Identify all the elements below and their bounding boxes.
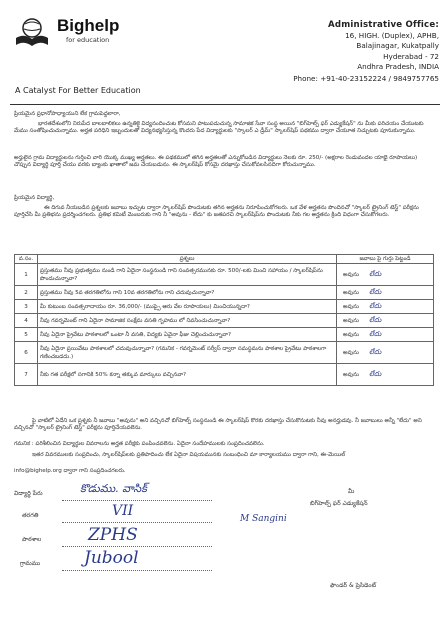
village-label: గ్రామము	[20, 560, 41, 567]
signoff-title: ఫౌండర్ & ప్రెసిడెంట్	[330, 582, 377, 589]
row-answer[interactable]	[337, 286, 434, 300]
row-answer[interactable]	[337, 314, 434, 328]
signoff-org: బిగ్‌హెల్ప్ ఫర్ ఎడ్యుకేషన్	[310, 500, 368, 507]
eligibility-table	[14, 254, 434, 386]
answer-yes: అవును	[343, 317, 359, 324]
table-row	[15, 364, 434, 386]
student-greeting: ప్రియమైన విద్యార్థి,	[14, 195, 55, 201]
table-row	[15, 264, 434, 286]
answer-mark: లేదు	[369, 347, 382, 356]
row-question: నీవు ఏదైనా ప్రైవేటు పాఠశాలలో ఒంటా నీ వసతి, విద్యకు ఏవైనా ఫీజు చెల్లించుచున్నావా?	[38, 328, 337, 342]
row-answer[interactable]	[337, 342, 434, 364]
answer-mark: లేదు	[369, 301, 382, 310]
school-value[interactable]: ZPHS	[88, 525, 138, 545]
student-name-value[interactable]: కొడుము. వాసిక్	[80, 482, 147, 495]
office-line: Hyderabad - 72	[383, 51, 439, 61]
student-name-line	[62, 500, 212, 501]
column-header-answer: జవాబు పై గుర్తు పెట్టండి	[337, 255, 434, 264]
answer-mark: లేదు	[369, 315, 382, 324]
table-row	[15, 286, 434, 300]
footer-paragraph-2: ఇతర వివరములకు సంప్రదించు, స్కాలర్‌షిప్‌లకు ప్రతిపాదించు లేక ఏదైనా విషయమునకు సంబంధించి మా కార్యాలయము ద్వారా గాని, ఈ-మెయిల్	[32, 452, 346, 458]
row-answer[interactable]	[337, 264, 434, 286]
row-answer[interactable]	[337, 364, 434, 386]
row-question: నీవు ఏదైనా ప్రయివేటు పాఠశాలలో చదువుచున్నావా? (గమనిక - గవర్నమెంట్ సర్వీస్ ద్వారా సమస్థమను పాఠశాల ప్రైవేటు పాఠశాలగా గణించబడదు.)	[38, 342, 337, 364]
column-header-question: ప్రశ్నలు	[38, 255, 337, 264]
brand-name: Bighelp	[57, 16, 120, 35]
office-line: 16, HIGH. (Duplex), APHB,	[345, 31, 439, 41]
answer-mark: లేదు	[369, 269, 382, 278]
answer-yes: అవును	[343, 349, 359, 356]
student-name-label: విద్యార్థి పేరు	[14, 490, 43, 497]
row-question: నీకు గత పరీక్షలో సగానికి 50% కన్నా తక్కువ మార్కులు వచ్చినవా?	[38, 364, 337, 386]
answer-mark: లేదు	[369, 287, 382, 296]
answer-yes: అవును	[343, 289, 359, 296]
letter-paragraph-1: భారతదేశంలోని నిరుపేద బాలబాలికలు ఉన్నతికై విద్యనందించుట కోసమని పాటుపడుచున్న సామాజిక సేవా సంస్థ అయిన "బిగ్‌హెల్ప్ ఫర్ ఎడ్యుకేషన్" ను మీకు పరిచయం చేయుటకు మేము సంతోషించుచున్నాము. అర్హత పరిధిని ఇబ్బందులతో విద్యనభ్యసిస్తున్న కొందరు పేద విద్యార్థులకు "స్కాలర్ ఎ డ్రీమ్" స్కాలర్‌షిప్ పథకము ద్వారా చేయూత నిచ్చుటకు పూనుకున్నాము.	[14, 121, 424, 135]
row-answer[interactable]	[337, 328, 434, 342]
village-value[interactable]: Jubool	[84, 548, 139, 568]
row-number: 1	[15, 264, 38, 286]
footer-note: గమనిక : పరిశీలించిన విద్యార్థుల వివరాలను అర్హత పరీక్షకు పంపించవలెను. ఏదైనా సందేహములకు సంప్రదించవలెను.	[14, 441, 265, 447]
salutation: ప్రియమైన ప్రధానోపాధ్యాయుని లేక గ్రామపెద్దలారా,	[14, 111, 121, 117]
office-line: Andhra Pradesh, INDIA	[357, 61, 439, 71]
footer-paragraph-1: పై వాటిలో ఏదేని ఒక ప్రశ్నకు నీ జవాబు "అవును" అని వచ్చినచో బిగ్‌హెల్ప్ సంస్థనుండి ఈ స్కాలర్‌షిప్ కొరకు దరఖాస్తు చేసుకొనుటకు నీవు అనర్హుడవు. నీ జవాబులు అన్నీ "లేదు" అని వచ్చినచో "స్కాలర్ ట్రైనింగ్ టెస్ట్" పరీక్షను పూర్తిచేయవలెను.	[14, 418, 422, 432]
book-globe-icon	[13, 14, 51, 48]
letter-paragraph-2: అర్హులైన గ్రామ విద్యార్థులను గుర్తించి వారి యొక్క ముఖ్య అర్హతలు. ఈ పథకములో తగిన అర్హతలతో ఎన్నుకోబడిన విద్యార్థులు నెలకు రూ. 250/- (అక్షరాల రెండువందల యాభై రూపాయలు) చొప్పున విద్యార్థి పూర్తి చేయు వరకు బ్యాంకు ఖాతాలో జమ చేయబడును. ఈ స్కాలర్‌షిప్ కోసమై దరఖాస్తు చేసుకోవలసినదిగా కోరుచున్నాము.	[14, 155, 418, 169]
row-number: 4	[15, 314, 38, 328]
answer-yes: అవును	[343, 303, 359, 310]
village-line	[62, 570, 212, 571]
row-question: ప్రస్తుతము నీవు ప్రభుత్వము నుండి గాని ఏదైనా సంస్థనుండి గాని సంవత్సరమునకు రూ. 500/-లకు మించి సహాయం / స్కాలర్‌షిప్‌ను పొందుచున్నావా?	[38, 264, 337, 286]
office-address	[239, 20, 439, 84]
header-divider	[10, 104, 440, 105]
signature: M Sangini	[240, 514, 287, 524]
class-line	[62, 522, 212, 523]
row-number: 5	[15, 328, 38, 342]
school-line	[62, 546, 212, 547]
class-value[interactable]: VII	[112, 503, 134, 519]
answer-yes: అవును	[343, 271, 359, 278]
row-number: 3	[15, 300, 38, 314]
letter-paragraph-3: ఈ దిగువ నీయబడిన ప్రశ్నలకు జవాబు ఇచ్చుట ద్వారా స్కాలర్‌షిప్ పొందుటకు తగిన అర్హతను నిరూపించుకోగలరు. ఒక వేళ అర్హతను పొందినచో "స్కాలర్ ట్రైనింగ్ టెస్ట్" పరీక్షను పూర్తిచేసి మీ ప్రతిభను ప్రదర్శించగలరు. ప్రతిభ కమిటీ మెంబరుకు గాని నీ "అవును - లేదు" కు జతపరచి స్కాలర్‌షిప్‌ను పొందుటకు నీకు గల అర్హతను క్రింది విధంగా చేసుకోగలరు.	[14, 205, 419, 219]
bighelp-logo	[13, 14, 51, 48]
row-number: 6	[15, 342, 38, 364]
answer-yes: అవును	[343, 331, 359, 338]
class-label: తరగతి	[22, 512, 39, 519]
office-line: Balajinagar, Kukatpally	[356, 41, 439, 51]
row-number: 7	[15, 364, 38, 386]
answer-mark: లేదు	[369, 369, 382, 378]
column-header-number: వ.సం.	[15, 255, 38, 264]
table-row	[15, 300, 434, 314]
office-phone: Phone: +91-40-23152224 / 9849757765	[293, 74, 439, 84]
table-row	[15, 342, 434, 364]
row-question: మీ కుటుంబ సంవత్సరాదాయం రూ. 36,000/- (ముప్పై ఆరు వేల రూపాయలు) మించియున్నదా?	[38, 300, 337, 314]
school-label: పాఠశాల	[22, 536, 42, 543]
table-row	[15, 328, 434, 342]
signoff-yours: మీ	[348, 488, 355, 495]
table-header-row	[15, 255, 434, 264]
answer-mark: లేదు	[369, 329, 382, 338]
answer-yes: అవును	[343, 371, 359, 378]
row-question: నీవు గవర్నమెంట్ గాని ఏదైనా సామాజిక సంక్షేమ వసతి గృహము లో నివసించుచున్నావా?	[38, 314, 337, 328]
table-row	[15, 314, 434, 328]
brand-subtitle: for education	[66, 36, 110, 44]
footer-email-line: info@bighelp.org ద్వారా గాని సంప్రదించగలరు.	[14, 468, 126, 474]
office-title: Administrative Office:	[328, 20, 439, 30]
row-question: ప్రస్తుతము నీవు 5వ తరగతిలోను గాని 10వ తరగతిలోను గాని చదువుచున్నావా?	[38, 286, 337, 300]
row-answer[interactable]	[337, 300, 434, 314]
tagline: A Catalyst For Better Education	[15, 86, 141, 95]
row-number: 2	[15, 286, 38, 300]
